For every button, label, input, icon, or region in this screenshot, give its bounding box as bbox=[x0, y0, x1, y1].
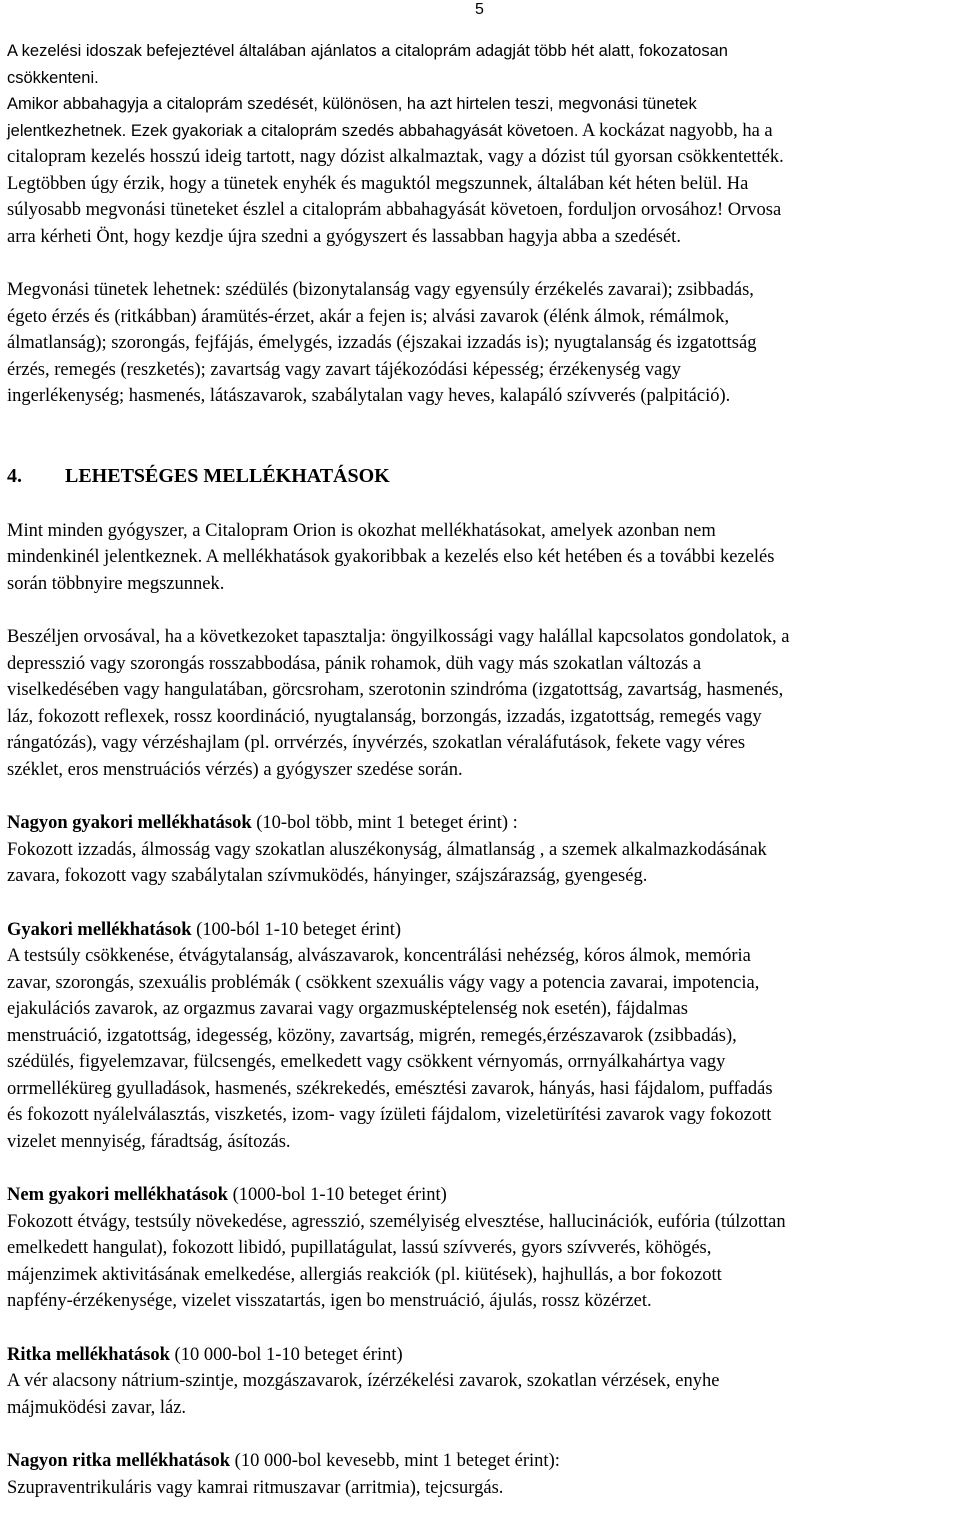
doctor-line: Beszéljen orvosával, ha a következoket tapasztalja: öngyilkossági vagy halállal kapcsolatos gondolatok, a bbox=[7, 627, 790, 647]
withdrawal-line: Megvonási tünetek lehetnek: szédülés (bizonytalanság vagy egyensúly érzékelés zavarai); zsibbadás, bbox=[7, 280, 754, 300]
doctor-line: depresszió vagy szorongás rosszabbodása, pánik rohamok, düh vagy más szokatlan változás a bbox=[7, 653, 702, 674]
doctor-line: láz, fokozott reflexek, rossz koordináció, nyugtalanság, borzongás, izzadás, izgatottság, remegés vagy bbox=[7, 706, 762, 727]
rare-label: Ritka mellékhatások bbox=[7, 1344, 170, 1365]
common-line: A testsúly csökkenése, étvágytalanság, alvászavarok, koncentrálási nehézség, kóros álmok, memória bbox=[7, 946, 751, 966]
uncommon-block bbox=[7, 1182, 957, 1315]
very-rare-label: Nagyon ritka mellékhatások bbox=[7, 1451, 231, 1471]
common-line: vizelet mennyiség, fáradtság, ásítozás. bbox=[7, 1131, 291, 1152]
section-title: LEHETSÉGES MELLÉKHATÁSOK bbox=[65, 464, 390, 487]
common-line: ejakulációs zavarok, az orgazmus zavarai vagy orgazmusképtelenség nok esetén), fájdalmas bbox=[7, 999, 688, 1019]
rare-line: májmuködési zavar, láz. bbox=[7, 1397, 187, 1418]
rare-heading bbox=[7, 1342, 957, 1369]
withdrawal-line: ingerlékenység; hasmenés, látászavarok, szabálytalan vagy heves, kalapáló szívverés (palpitáció). bbox=[7, 386, 731, 406]
intro-line: súlyosabb megvonási tüneteket észlel a citaloprám abbahagyását követoen, forduljon orvosához! Orvosa bbox=[7, 200, 782, 220]
common-block bbox=[7, 917, 957, 1156]
uncommon-line: napfény-érzékenysége, vizelet visszatartás, igen bo menstruáció, ájulás, rossz közérzet. bbox=[7, 1291, 652, 1311]
document-body bbox=[7, 38, 957, 1501]
intro-line-tail: A kockázat nagyobb, ha a bbox=[582, 120, 773, 141]
very-common-label: Nagyon gyakori mellékhatások bbox=[7, 813, 252, 833]
uncommon-label: Nem gyakori mellékhatások bbox=[7, 1185, 228, 1205]
uncommon-line: Fokozott étvágy, testsúly növekedése, agresszió, személyiség elvesztése, hallucinációk, eufória (túlzottan bbox=[7, 1211, 786, 1232]
very-rare-block bbox=[7, 1448, 957, 1501]
very-common-line: Fokozott izzadás, álmosság vagy szokatlan aluszékonyság, álmatlanság , a szemek alkalmazkodásának bbox=[7, 839, 767, 860]
general-line: Mint minden gyógyszer, a Citalopram Orion is okozhat mellékhatásokat, amelyek azonban nem bbox=[7, 520, 716, 541]
uncommon-line: emelkedett hangulat), fokozott libidó, pupillatágulat, lassú szívverés, gyors szívverés, köhögés, bbox=[7, 1238, 712, 1258]
common-line: szédülés, figyelemzavar, fülcsengés, emelkedett vagy csökkent vérnyomás, orrnyálkahártya vagy bbox=[7, 1052, 726, 1072]
doctor-line: széklet, eros menstruációs vérzés) a gyógyszer szedése során. bbox=[7, 759, 463, 780]
intro-line: csökkenteni. bbox=[7, 68, 99, 87]
very-rare-line: Szupraventrikuláris vagy kamrai ritmuszavar (arritmia), tejcsurgás. bbox=[7, 1477, 504, 1498]
uncommon-heading bbox=[7, 1182, 957, 1209]
section-heading bbox=[7, 463, 957, 489]
common-line: és fokozott nyálelválasztás, viszketés, izom- vagy ízületi fájdalom, vizeletürítési zavarok vagy fokozott bbox=[7, 1105, 772, 1125]
withdrawal-line: álmatlanság); szorongás, fejfájás, émelygés, izzadás (éjszakai izzadás is); nyugtalanság és izgatottság bbox=[7, 333, 757, 353]
common-line: orrmelléküreg gyulladások, hasmenés, székrekedés, emésztési zavarok, hányás, hasi fájdalom, puffadás bbox=[7, 1078, 773, 1099]
rare-block bbox=[7, 1342, 957, 1422]
common-frequency: (100-ból 1-10 beteget érint) bbox=[191, 919, 402, 940]
page-number: 5 bbox=[475, 1, 484, 18]
withdrawal-paragraph bbox=[7, 277, 957, 410]
uncommon-frequency: (1000-bol 1-10 beteget érint) bbox=[227, 1185, 447, 1205]
intro-line: Amikor abbahagyja a citaloprám szedését, különösen, ha azt hirtelen teszi, megvonási tünetek bbox=[7, 95, 697, 113]
very-common-frequency: (10-bol több, mint 1 beteget érint) : bbox=[251, 813, 518, 833]
intro-line: Legtöbben úgy érzik, hogy a tünetek enyhék és maguktól megszunnek, általában két héten belül. Ha bbox=[7, 173, 749, 194]
intro-paragraph bbox=[7, 38, 957, 250]
doctor-paragraph bbox=[7, 624, 957, 783]
general-paragraph bbox=[7, 518, 957, 598]
withdrawal-line: érzés, remegés (reszketés); zavartság vagy zavart tájékozódási képesség; érzékenység vagy bbox=[7, 359, 681, 380]
common-line: zavar, szorongás, szexuális problémák ( csökkent szexuális vágy vagy a potencia zavarai, impotencia, bbox=[7, 972, 760, 993]
very-common-line: zavara, fokozott vagy szabálytalan szívmuködés, hányinger, szájszárazság, gyengeség. bbox=[7, 866, 648, 886]
rare-frequency: (10 000-bol 1-10 beteget érint) bbox=[169, 1344, 403, 1365]
intro-line-text: jelentkezhetnek. Ezek gyakoriak a citaloprám szedés abbahagyását követoen. bbox=[7, 121, 579, 140]
withdrawal-line: égeto érzés és (ritkábban) áramütés-érzet, akár a fejen is; alvási zavarok (élénk álmok, rémálmok, bbox=[7, 306, 730, 327]
section-number: 4. bbox=[7, 464, 22, 487]
general-line: mindenkinél jelentkeznek. A mellékhatások gyakoribbak a kezelés elso két hetében és a további kezelés bbox=[7, 547, 775, 567]
common-label: Gyakori mellékhatások bbox=[7, 919, 192, 940]
intro-line: A kezelési idoszak befejeztével általában ajánlatos a citaloprám adagját több hét alatt, fokozatosan bbox=[7, 42, 728, 60]
common-heading bbox=[7, 917, 957, 944]
doctor-line: viselkedésében vagy hangulatában, görcsroham, szerotonin szindróma (izgatottság, zavartság, hasmenés, bbox=[7, 680, 784, 700]
intro-line bbox=[7, 118, 957, 145]
very-common-block bbox=[7, 810, 957, 890]
uncommon-line: májenzimek aktivitásának emelkedése, allergiás reakciók (pl. kiütések), hajhullás, a bor fokozott bbox=[7, 1264, 722, 1285]
very-rare-heading bbox=[7, 1448, 957, 1475]
common-line: menstruáció, izgatottság, idegesség, közöny, zavartság, migrén, remegés,érzészavarok (zsibbadás), bbox=[7, 1025, 737, 1046]
very-common-heading bbox=[7, 810, 957, 837]
general-line: során többnyire megszunnek. bbox=[7, 573, 225, 594]
rare-line: A vér alacsony nátrium-szintje, mozgászavarok, ízérzékelési zavarok, szokatlan vérzések, enyhe bbox=[7, 1371, 720, 1391]
intro-line: citalopram kezelés hosszú ideig tartott, nagy dózist alkalmaztak, vagy a dózist túl gyorsan csökkentették. bbox=[7, 147, 784, 167]
intro-line: arra kérheti Önt, hogy kezdje újra szedni a gyógyszert és lassabban hagyja abba a szedését. bbox=[7, 226, 681, 247]
very-rare-frequency: (10 000-bol kevesebb, mint 1 beteget érint): bbox=[230, 1451, 560, 1471]
doctor-line: rángatózás), vagy vérzéshajlam (pl. orrvérzés, ínyvérzés, szokatlan véraláfutások, fekete vagy véres bbox=[7, 733, 746, 753]
